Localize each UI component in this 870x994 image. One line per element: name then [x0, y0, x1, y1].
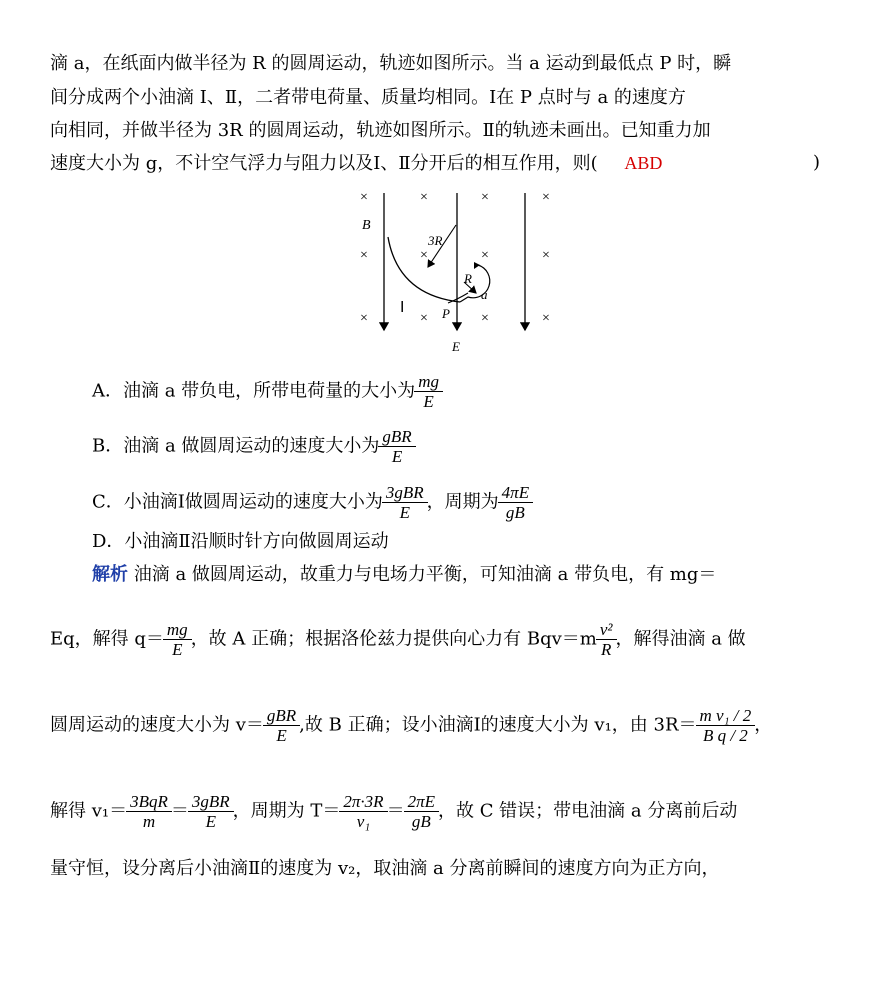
- b-field-cross: ×: [420, 190, 428, 205]
- frac-num: 3gBR: [385, 483, 424, 502]
- frac-num: mg: [166, 620, 188, 639]
- b-field-cross: ×: [360, 190, 368, 205]
- question-line-2: 间分成两个小油滴 Ⅰ、Ⅱ，二者带电荷量、质量均相同。Ⅰ在 P 点时与 a 的速度方: [50, 87, 686, 108]
- frac-num: v²: [599, 620, 613, 639]
- frac-den: m: [126, 811, 172, 831]
- b-field-cross: ×: [360, 248, 368, 263]
- analysis-line-4: [50, 792, 737, 831]
- fraction: [698, 706, 754, 745]
- question-line-1: 滴 a，在纸面内做半径为 R 的圆周运动，轨迹如图所示。当 a 运动到最低点 P 时，瞬: [50, 53, 732, 74]
- b-field-cross: ×: [481, 311, 489, 326]
- question-line-4: [50, 151, 820, 176]
- analysis-text: ，解得油滴 a 做: [615, 628, 746, 650]
- fraction: [384, 483, 426, 522]
- frac-num: mg: [418, 372, 439, 391]
- option-c-mid: ，周期为: [426, 491, 499, 513]
- frac-den: gB: [498, 502, 533, 522]
- fraction: [598, 620, 615, 659]
- analysis-text: 圆周运动的速度大小为 v＝: [50, 714, 264, 736]
- frac-den: B q / 2: [696, 725, 756, 745]
- option-a: [92, 372, 442, 411]
- frac-num: 2πE: [407, 792, 435, 811]
- option-b-text: B．油滴 a 做圆周运动的速度大小为: [92, 435, 380, 457]
- analysis-line-2: [50, 620, 746, 659]
- option-c: [92, 483, 532, 522]
- analysis-text: 油滴 a 做圆周运动，故重力与电场力平衡，可知油滴 a 带负电，有 mg＝: [128, 564, 717, 585]
- frac-den: E: [163, 639, 192, 659]
- question-line-4-text: 速度大小为 g，不计空气浮力与阻力以及Ⅰ、Ⅱ分开后的相互作用，则(: [50, 153, 598, 174]
- fraction: [380, 427, 413, 466]
- frac-num: 3gBR: [191, 792, 230, 811]
- frac-num: 3BqR: [130, 792, 168, 811]
- analysis-text: 解得 v₁＝: [50, 800, 128, 822]
- option-c-text: C．小油滴Ⅰ做圆周运动的速度大小为: [92, 491, 383, 513]
- label-e: E: [452, 339, 460, 354]
- analysis-text: ，故 A 正确；根据洛伦兹力提供向心力有 Bqv＝m: [190, 628, 597, 650]
- answer-key: ABD: [624, 153, 663, 173]
- frac-num: gBR: [266, 706, 297, 725]
- fraction: [416, 372, 441, 411]
- label-3r: 3R: [428, 233, 443, 248]
- trajectory-3r: [388, 237, 460, 302]
- b-field-cross: ×: [481, 190, 489, 205]
- analysis-text: Eq，解得 q＝: [50, 628, 164, 650]
- frac-den: gB: [404, 811, 439, 831]
- fraction: [341, 792, 385, 831]
- b-field-cross: ×: [420, 311, 428, 326]
- analysis-text: ,故 B 正确；设小油滴Ⅰ的速度大小为 v₁，由 3R＝: [299, 714, 697, 736]
- analysis-text: ，周期为 T＝: [232, 800, 341, 822]
- option-b: [92, 427, 415, 466]
- analysis-line-3: [50, 706, 772, 745]
- frac-num: 4πE: [501, 483, 530, 502]
- frac-den: E: [414, 391, 443, 411]
- frac-den: E: [263, 725, 300, 745]
- fraction: [265, 706, 298, 745]
- frac-den: v₁: [339, 811, 387, 831]
- label-i: Ⅰ: [400, 300, 405, 316]
- b-field-cross: ×: [542, 248, 550, 263]
- frac-num: 2π·3R: [343, 792, 384, 811]
- b-field-cross: ×: [481, 248, 489, 263]
- analysis-text: ，: [754, 714, 773, 736]
- frac-num: m v₁ / 2: [699, 706, 752, 725]
- question-close-paren: ): [812, 152, 820, 173]
- fraction: [165, 620, 190, 659]
- analysis-label: 解析: [92, 564, 128, 585]
- b-field-cross: ×: [420, 248, 428, 263]
- label-r: R: [464, 271, 472, 286]
- label-a: a: [481, 287, 488, 302]
- option-a-text: A．油滴 a 带负电，所带电荷量的大小为: [92, 380, 416, 402]
- analysis-text: ＝: [170, 800, 189, 822]
- b-field-cross: ×: [542, 311, 550, 326]
- frac-den: E: [188, 811, 234, 831]
- label-p: P: [442, 306, 450, 321]
- analysis-text: ＝: [386, 800, 405, 822]
- physics-figure: [340, 185, 580, 355]
- fraction: [406, 792, 437, 831]
- trajectory-arrow: [474, 262, 480, 269]
- b-field-cross: ×: [542, 190, 550, 205]
- question-line-3: 向相同，并做半径为 3R 的圆周运动，轨迹如图所示。Ⅱ的轨迹未画出。已知重力加: [50, 120, 711, 141]
- frac-den: E: [382, 502, 428, 522]
- fraction: [128, 792, 170, 831]
- option-d: D．小油滴Ⅱ沿顺时针方向做圆周运动: [92, 531, 389, 552]
- label-b: B: [362, 218, 371, 233]
- analysis-line-5: 量守恒，设分离后小油滴Ⅱ的速度为 v₂，取油滴 a 分离前瞬间的速度方向为正方向，: [50, 858, 720, 879]
- frac-den: R: [596, 639, 617, 659]
- b-field-cross: ×: [360, 311, 368, 326]
- analysis-line-1: [92, 563, 716, 587]
- frac-den: E: [378, 446, 415, 466]
- analysis-text: ，故 C 错误；带电油滴 a 分离前后动: [437, 800, 738, 822]
- fraction: [190, 792, 232, 831]
- frac-num: gBR: [382, 427, 412, 446]
- fraction: [500, 483, 531, 522]
